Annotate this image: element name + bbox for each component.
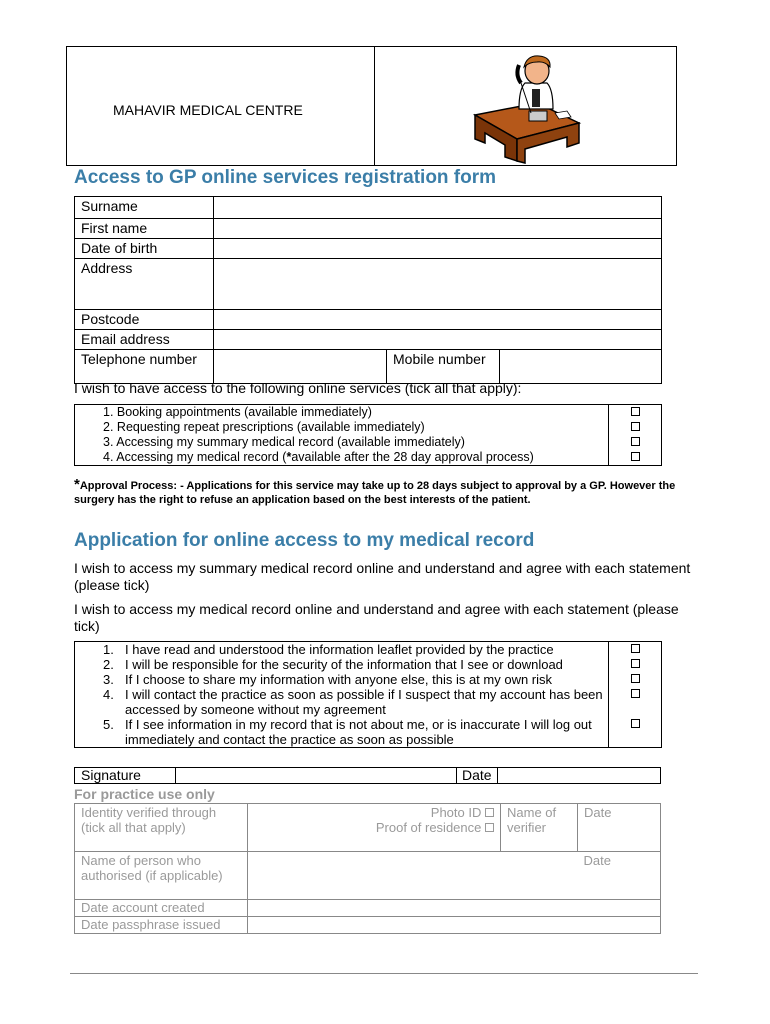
verifier-date-label: Date: [578, 804, 661, 852]
service-number: 3.: [103, 435, 114, 449]
statement-row: [75, 672, 662, 687]
first-name-label: First name: [75, 219, 214, 239]
approval-note: [74, 478, 682, 507]
service-row: [75, 435, 662, 450]
service-row: [75, 420, 662, 435]
service-text: Accessing my summary medical record (available immediately): [116, 435, 465, 449]
address-label: Address: [75, 259, 214, 310]
statement-number: 3.: [103, 672, 114, 687]
statement-row: [75, 642, 662, 658]
date-field[interactable]: [498, 768, 661, 784]
statement-number: 4.: [103, 687, 114, 702]
statement-checkbox[interactable]: [631, 644, 640, 653]
service-text-star: *: [286, 450, 292, 464]
practice-use-table: [74, 803, 661, 934]
telephone-field[interactable]: [214, 350, 387, 384]
statement-checkbox[interactable]: [631, 674, 640, 683]
service-text: Booking appointments (available immediately): [116, 405, 372, 419]
dob-label: Date of birth: [75, 239, 214, 259]
statement-text: If I see information in my record that is not about me, or is inaccurate I will log out immediately and contact the practice as soon as possible: [125, 717, 592, 747]
date-label: Date: [457, 768, 498, 784]
service-checkbox[interactable]: [631, 437, 640, 446]
service-number: 2.: [103, 420, 114, 434]
date-created-label: Date account created: [75, 900, 248, 917]
identity-label: Identity verified through (tick all that apply): [75, 804, 248, 852]
statement-row: [75, 687, 662, 717]
footer-divider: [70, 973, 698, 974]
postcode-label: Postcode: [75, 310, 214, 330]
statement-checkbox[interactable]: [631, 689, 640, 698]
date-created-field[interactable]: [248, 900, 661, 917]
statement-row: [75, 717, 662, 748]
surname-field[interactable]: [214, 197, 662, 219]
mobile-label: Mobile number: [387, 350, 500, 384]
postcode-field[interactable]: [214, 310, 662, 330]
signature-label: Signature: [75, 768, 176, 784]
header-divider: [374, 47, 375, 165]
service-row: [75, 450, 662, 466]
application-title: Application for online access to my medical record: [74, 530, 535, 551]
proof-residence-checkbox[interactable]: [485, 823, 494, 832]
telephone-label: Telephone number: [75, 350, 214, 384]
email-field[interactable]: [214, 330, 662, 350]
services-intro: I wish to have access to the following online services (tick all that apply):: [74, 380, 522, 396]
service-number: 1.: [103, 405, 114, 419]
proof-residence-label: Proof of residence: [375, 820, 482, 835]
dob-field[interactable]: [214, 239, 662, 259]
statement-number: 5.: [103, 717, 114, 732]
service-text-post: available after the 28 day approval process): [291, 450, 534, 464]
statement-text: I will be responsible for the security of the information that I see or download: [125, 657, 563, 672]
receptionist-clipart-icon: [467, 53, 587, 165]
registration-form-title: Access to GP online services registration form: [74, 167, 497, 188]
signature-table: [74, 767, 661, 784]
personal-details-table: [74, 196, 662, 384]
statement-number: 1.: [103, 642, 114, 657]
service-checkbox[interactable]: [631, 422, 640, 431]
approval-text: Approval Process: - Applications for this service may take up to 28 days subject to approval by a GP. However the surgery has the right to refuse an application based on the best interests of the patient.: [74, 480, 676, 506]
service-checkbox[interactable]: [631, 407, 640, 416]
summary-record-paragraph: I wish to access my summary medical record online and understand and agree with each statement (please tick): [74, 560, 691, 593]
authorised-date-label: Date: [578, 852, 661, 900]
surname-label: Surname: [75, 197, 214, 219]
practice-use-label: For practice use only: [74, 786, 215, 802]
full-record-paragraph: I wish to access my medical record online and understand and agree with each statement (please tick): [74, 601, 679, 634]
service-text: Requesting repeat prescriptions (available immediately): [116, 420, 425, 434]
name-authorised-field[interactable]: [248, 852, 578, 900]
statement-row: [75, 657, 662, 672]
signature-field[interactable]: [176, 768, 457, 784]
statement-text: I will contact the practice as soon as possible if I suspect that my account has been accessed by someone without my agreement: [125, 687, 603, 717]
statement-text: If I choose to share my information with anyone else, this is at my own risk: [125, 672, 553, 687]
statement-checkbox[interactable]: [631, 659, 640, 668]
statement-number: 2.: [103, 657, 114, 672]
service-text-pre: Accessing my medical record (: [116, 450, 287, 464]
date-passphrase-field[interactable]: [248, 917, 661, 934]
statements-table: [74, 641, 662, 748]
services-table: [74, 404, 662, 466]
approval-star: *: [74, 476, 80, 493]
address-field[interactable]: [214, 259, 662, 310]
practice-name: MAHAVIR MEDICAL CENTRE: [113, 102, 303, 118]
service-checkbox[interactable]: [631, 452, 640, 461]
statement-checkbox[interactable]: [631, 719, 640, 728]
date-passphrase-label: Date passphrase issued: [75, 917, 248, 934]
service-number: 4.: [103, 450, 114, 464]
name-authorised-label: Name of person who authorised (if applicable): [75, 852, 248, 900]
photo-id-checkbox[interactable]: [485, 808, 494, 817]
email-label: Email address: [75, 330, 214, 350]
statement-text: I have read and understood the information leaflet provided by the practice: [125, 642, 554, 657]
header-box: [66, 46, 677, 166]
name-of-verifier-label: Name of verifier: [501, 804, 578, 852]
service-row: [75, 405, 662, 421]
photo-id-label: Photo ID: [430, 805, 482, 820]
mobile-field[interactable]: [500, 350, 662, 384]
first-name-field[interactable]: [214, 219, 662, 239]
